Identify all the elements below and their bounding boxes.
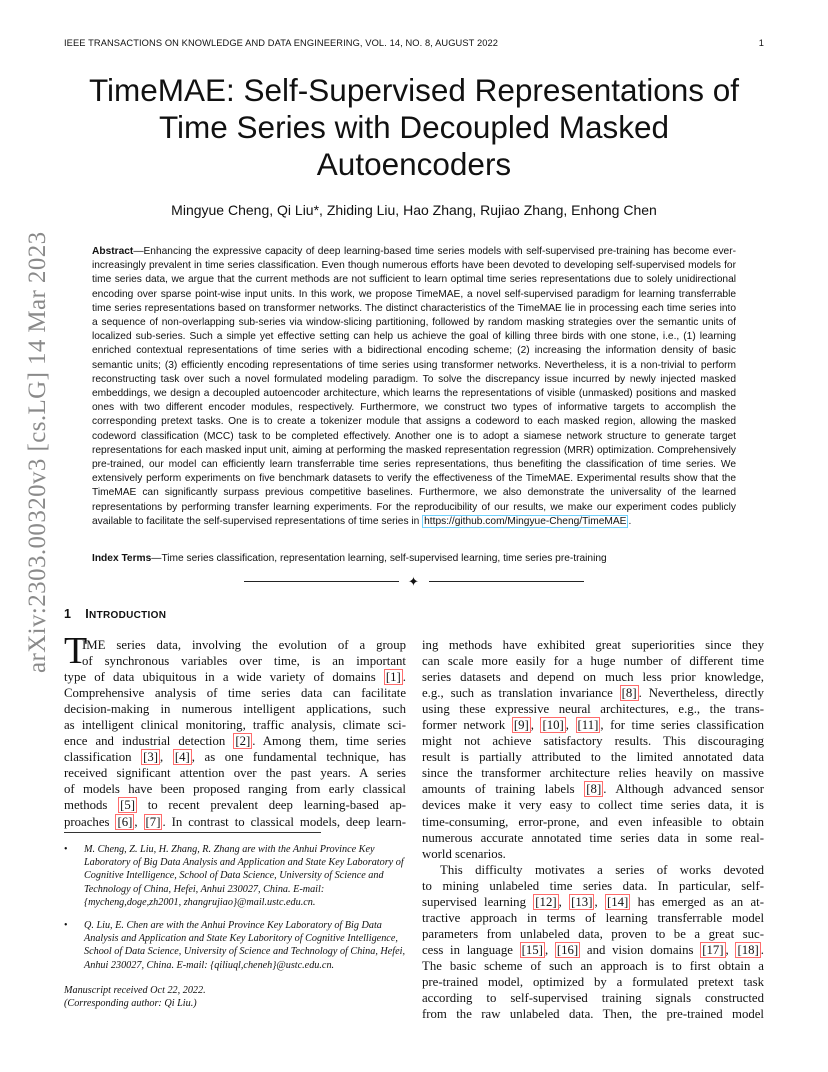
text-line: ence and industrial detection [2] . Among them, time series: [64, 734, 406, 749]
code-link[interactable]: https://github.com/Mingyue-Cheng/TimeMAE: [424, 515, 627, 527]
text-line: e.g., such as translation invariance [8] . Nevertheless, directly: [422, 686, 764, 701]
citation-link[interactable]: [17]: [702, 942, 724, 957]
abstract-end: .: [628, 515, 632, 527]
text-line: series datasets and depend on much less prior knowledge,: [422, 670, 764, 685]
index-terms-text: —Time series classification, representation learning, self-supervised learning, time series pre-training: [151, 553, 607, 564]
section-title-rest: NTRODUCTION: [89, 610, 167, 621]
text-line: using these expressive neural architectures, e.g., the trans-: [422, 702, 764, 717]
text-line: since the transformer architecture relies heavily on massive: [422, 766, 764, 781]
index-terms: [92, 553, 736, 564]
arxiv-stamp: [20, 231, 51, 683]
citation-link[interactable]: [15]: [521, 942, 543, 957]
citation-link[interactable]: [9]: [513, 718, 529, 733]
citation-link[interactable]: [1]: [385, 670, 401, 685]
drop-cap: T: [64, 630, 88, 672]
citation-link[interactable]: [2]: [235, 734, 251, 749]
citation-link[interactable]: [3]: [143, 750, 159, 765]
text-line: supervised learning [12] , [13] , [14] has emerged as an at-: [422, 894, 764, 909]
text-line: classification [3] , [4] , as one fundamental technique, has: [64, 750, 406, 765]
text-line: parameters from unlabeled data, proven to be a great suc-: [422, 926, 764, 941]
intro-left-column: [64, 637, 406, 830]
text-line: cess in language [15] , [16] and vision domains [17] , [18] .: [422, 942, 764, 957]
text-line: decision-making in numerous intelligent applications, such: [64, 702, 406, 717]
affiliation-footnote-2: [64, 919, 406, 972]
author-list: Mingyue Cheng, Qi Liu*, Zhiding Liu, Hao Zhang, Rujiao Zhang, Enhong Chen: [171, 202, 657, 218]
abstract-text: —Enhancing the expressive capacity of deep learning-based time series models with self-supervised pre-training has become ever-increasingly prevalent in time series classification. Even though numerous efforts have been devoted to developing self-supervised models for time series data, we argue that the current methods are not sufficient to learn optimal time series representations due to solely unidirectional encoding over sparse point-wise input units. In this work, we propose TimeMAE, a novel self-supervised paradigm for learning transferrable time series representations based on transformer networks. The distinct characteristics of the TimeMAE lie in processing each time series into a sequence of non-overlapping sub-series via window-slicing partitioning, followed by random masking strategies over the semantic units of localized sub-series. Such a simple yet effective setting can help us achieve the goal of killing three birds with one stone, i.e., (1) learning enriched contextual representations of time series with a bidirectional encoding scheme; (2) increasing the information density of basic semantic units; (3) efficiently encoding representations of time series using transformer networks. Nevertheless, it is a non-trivial to perform reconstructing task over such a novel formulated modeling paradigm. To solve the discrepancy issue incurred by newly injected masked embeddings, we design a decoupled autoencoder architecture, which learns the representations of visible (unmasked) positions and masked ones with two different encoder modules, respectively. Furthermore, we construct two types of informative targets to accomplish the corresponding pretext tasks. One is to create a tokenizer module that assigns a codeword to each masked region, allowing the masked codeword classification (MCC) task to be completed effectively. Another one is to adopt a siamese network structure to generate target representations for each masked input unit, aiming at performing the masked representation regression (MRR) optimization. Comprehensively pre-trained, our model can efficiently learn transferrable time series representations, thus benefiting the classification of time series. We extensively perform experiments on five benchmark datasets to verify the effectiveness of the TimeMAE. Experimental results show that the TimeMAE can significantly surpass previous competitive baselines. Furthermore, we also demonstrate the universality of the learned representations by performing transfer learning experiments. For the reproducibility of our results, we make our experiment codes publicly available to facilitate the self-supervised representations of time series in: [92, 246, 736, 527]
footnote-rule: [64, 832, 321, 833]
citation-link[interactable]: [5]: [120, 798, 136, 813]
citation-link[interactable]: [18]: [737, 942, 759, 957]
citation-link[interactable]: [4]: [174, 750, 190, 765]
text-line: The basic scheme of such an approach is to first obtain a: [422, 958, 764, 973]
text-line: proaches [6] , [7] . In contrast to classical models, deep learn-: [64, 814, 406, 829]
separator-line-left: [244, 581, 399, 582]
citation-link[interactable]: [6]: [117, 814, 133, 829]
citation-link[interactable]: [13]: [571, 894, 593, 909]
intro-right-column: [422, 637, 764, 1022]
text-line: according to self-supervised training signals constructed: [422, 991, 764, 1006]
paper-title: [64, 72, 764, 183]
text-line: can scale more easily for a huge number of different time: [422, 654, 764, 669]
section-title-initial: I: [85, 607, 90, 621]
text-line: from the raw unlabeled data. Then, the pre-trained model: [422, 1007, 764, 1022]
text-line: numerous accurate annotated time series data in some real-: [422, 830, 764, 845]
citation-link[interactable]: [8]: [586, 782, 602, 797]
arxiv-stamp-text: arXiv:2303.00320v3 [cs.LG] 14 Mar 2023: [24, 231, 51, 673]
section-number: 1: [64, 607, 72, 621]
citation-link[interactable]: [7]: [145, 814, 161, 829]
abstract-label: Abstract: [92, 246, 134, 257]
manuscript-note: [64, 984, 406, 1010]
journal-name: IEEE TRANSACTIONS ON KNOWLEDGE AND DATA ENGINEERING, VOL. 14, NO. 8, AUGUST 2022: [64, 38, 499, 48]
footnote-text-1: M. Cheng, Z. Liu, H. Zhang, R. Zhang are with the Anhui Province Key Laboratory of Big Data Analysis and Application and State Key Laboratory of Cognitive Intelligence, School of Data Science, University of Science and Technology of China, Hefei, Anhui 230027, China. E-mail: {mycheng,doge,zh2001, zhangrujiao}@mail.ustc.edu.cn.: [84, 844, 404, 908]
text-line: IME series data, involving the evolution of a group: [82, 638, 406, 652]
text-line: ing methods have exhibited great superiorities since they: [422, 638, 764, 652]
bullet-icon: •: [64, 920, 68, 931]
bullet-icon: •: [64, 844, 68, 855]
corresponding-author: (Corresponding author: Qi Liu.): [64, 998, 197, 1010]
title-line-1: TimeMAE: Self-Supervised Representations of: [88, 72, 740, 108]
page-number: 1: [758, 38, 764, 48]
text-line: of models have been proposed ranging from early classical: [64, 782, 406, 797]
citation-link[interactable]: [16]: [556, 942, 579, 957]
title-line-3: Autoencoders: [316, 146, 512, 182]
text-line: amounts of training labels [8] . Although advanced sensor: [422, 782, 764, 797]
text-line: world scenarios.: [422, 846, 506, 861]
citation-link[interactable]: [8]: [621, 686, 637, 701]
manuscript-received: Manuscript received Oct 22, 2022.: [64, 985, 206, 996]
citation-link[interactable]: [14]: [606, 894, 629, 909]
text-line: methods [5] to recent prevalent deep learning-based ap-: [64, 798, 406, 813]
text-line: This difficulty motivates a series of works devoted: [440, 862, 764, 877]
text-line: time-consuming, error-prone, and even infeasible to obtain: [422, 814, 764, 829]
text-line: pre-trained model, optimized by a formulated pretext task: [422, 974, 764, 989]
citation-link[interactable]: [12]: [535, 894, 557, 909]
text-line: to mining unlabeled time series data. In particular, self-: [422, 878, 764, 893]
title-line-2: Time Series with Decoupled Masked: [158, 109, 670, 145]
text-line: received significant attention over the past years. A series: [64, 766, 406, 781]
footnote-text-2: Q. Liu, E. Chen are with the Anhui Province Key Laboratory of Big Data Analysis and Application and State Key Laboritory of Cognitive Intelligence, School of Data Science, University of Science and Technology of China, Hefei, Anhui 230027, China. E-mail: {qiliuql,cheneh}@ustc.edu.cn.: [84, 920, 406, 971]
text-line: type of data ubiquitous in a wide variety of domains [1] .: [64, 670, 406, 685]
separator-diamond-icon: ✦: [408, 574, 419, 589]
text-line: as intelligent clinical monitoring, traffic analysis, climate sci-: [64, 718, 406, 733]
abstract: [92, 245, 736, 529]
section-heading: [64, 607, 166, 621]
index-terms-label: Index Terms: [92, 553, 152, 564]
text-line: former network [9] , [10] , [11] , for time series classification: [422, 718, 765, 733]
citation-link[interactable]: [10]: [542, 718, 564, 733]
text-line: might not achieve satisfactory results. This discouraging: [422, 734, 764, 749]
text-line: result is partially attributed to the limited annotated data: [422, 750, 764, 765]
text-line: Comprehensive analysis of time series data can facilitate: [64, 686, 406, 701]
separator-line-right: [429, 581, 584, 582]
text-line: devices make it very easy to collect time series data, it is: [422, 798, 764, 813]
affiliation-footnote-1: [64, 843, 406, 909]
citation-link[interactable]: [11]: [577, 718, 599, 733]
text-line: of synchronous variables over time, is an important: [82, 654, 406, 669]
text-line: tractive approach in terms of learning transferrable model: [422, 910, 764, 925]
running-header: [64, 38, 764, 48]
section-separator: [244, 575, 584, 589]
